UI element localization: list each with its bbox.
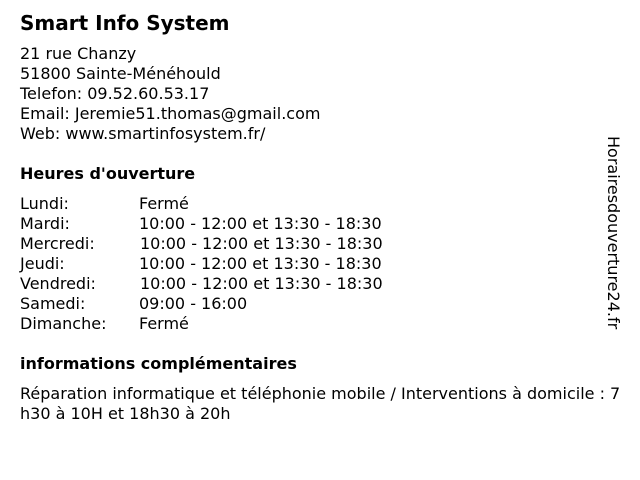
time-value: Fermé	[139, 314, 189, 333]
address-street: 21 rue Chanzy	[20, 44, 137, 63]
hours-heading: Heures d'ouverture	[20, 164, 196, 183]
day-label: Lundi:	[20, 194, 69, 213]
day-label: Vendredi:	[20, 274, 96, 293]
contact-block	[20, 44, 320, 144]
day-label: Mercredi:	[20, 234, 95, 253]
business-name: Smart Info System	[20, 11, 230, 35]
time-value: 10:00 - 12:00 et 13:30 - 18:30	[140, 234, 383, 253]
info-heading: informations complémentaires	[20, 354, 297, 373]
info-text: Réparation informatique et téléphonie mobile / Interventions à domicile : 7h30 à 10H et 18h30 à 20h	[20, 384, 621, 423]
day-label: Jeudi:	[20, 254, 65, 273]
day-label: Mardi:	[20, 214, 70, 233]
watermark	[587, 136, 640, 330]
day-label: Dimanche:	[20, 314, 107, 333]
time-value: 10:00 - 12:00 et 13:30 - 18:30	[140, 274, 383, 293]
email-text: Email: Jeremie51.thomas@gmail.com	[20, 104, 321, 123]
day-label: Samedi:	[20, 294, 86, 313]
time-value: 10:00 - 12:00 et 13:30 - 18:30	[139, 254, 382, 273]
watermark-text: Horairesdouverture24.fr	[604, 136, 623, 330]
time-value: 09:00 - 16:00	[139, 294, 248, 313]
time-value: Fermé	[139, 194, 189, 213]
phone-text: Telefon: 09.52.60.53.17	[20, 84, 210, 103]
time-value: 10:00 - 12:00 et 13:30 - 18:30	[139, 214, 382, 233]
web-text: Web: www.smartinfosystem.fr/	[20, 124, 266, 143]
address-city: 51800 Sainte-Ménéhould	[20, 64, 221, 83]
